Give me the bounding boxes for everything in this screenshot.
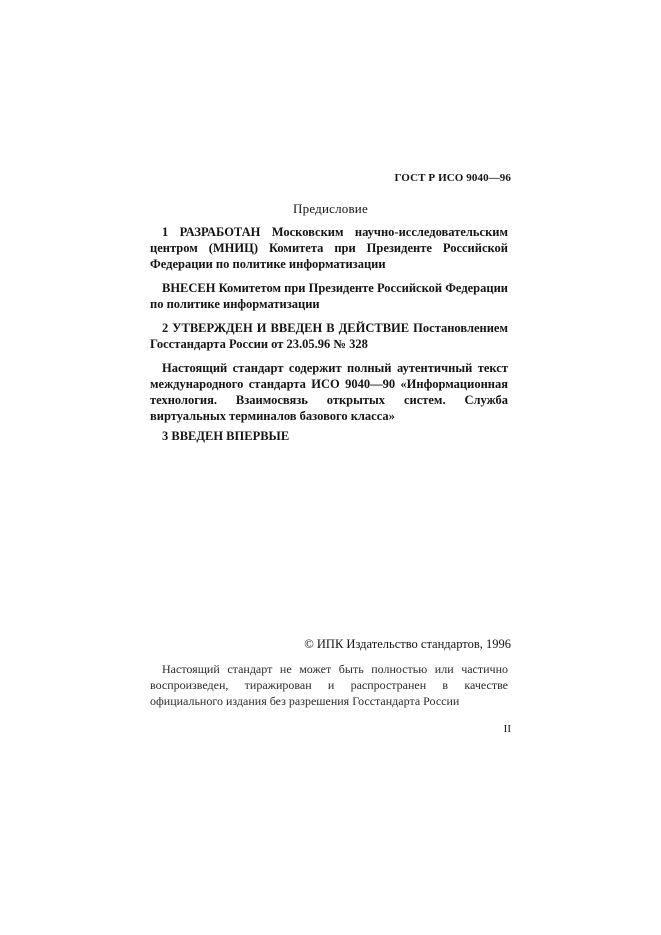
paragraph-approved-text: Постановлением Госстандарта России от 23.05.96 № 328	[150, 321, 508, 351]
reproduction-notice: Настоящий стандарт не может быть полностью или частично воспроизведен, тиражирован и распространен в качестве официального издания без разрешения Госстандарта России	[150, 662, 508, 708]
paragraph-introduced: ВНЕСЕН Комитетом при Президенте Российской Федерации по политике информатизации	[150, 281, 508, 311]
paragraph-approved-lead: 2 УТВЕРЖДЕН И ВВЕДЕН В ДЕЙСТВИЕ	[162, 321, 410, 335]
paragraph-content: Настоящий стандарт содержит полный аутентичный текст международного стандарта ИСО 9040—90 «Информационная технология. Взаимосвязь открытых систем. Служба виртуальных терминалов базового класса»	[150, 361, 508, 423]
paragraph-developed-lead: 1 РАЗРАБОТАН	[162, 225, 261, 239]
paragraph-developed	[150, 224, 508, 272]
standard-code: ГОСТ Р ИСО 9040—96	[394, 172, 511, 184]
paragraph-first-introduced: 3 ВВЕДЕН ВПЕРВЫЕ	[162, 429, 290, 443]
paragraph-developed-text: Московским научно-исследовательским центром (МНИЦ) Комитета при Президенте Российской Федерации по политике информатизации	[150, 225, 509, 271]
paragraph-approved	[150, 320, 508, 352]
page-number: II	[503, 723, 511, 735]
page-title: Предисловие	[293, 201, 368, 216]
copyright-line: © ИПК Издательство стандартов, 1996	[304, 637, 511, 651]
